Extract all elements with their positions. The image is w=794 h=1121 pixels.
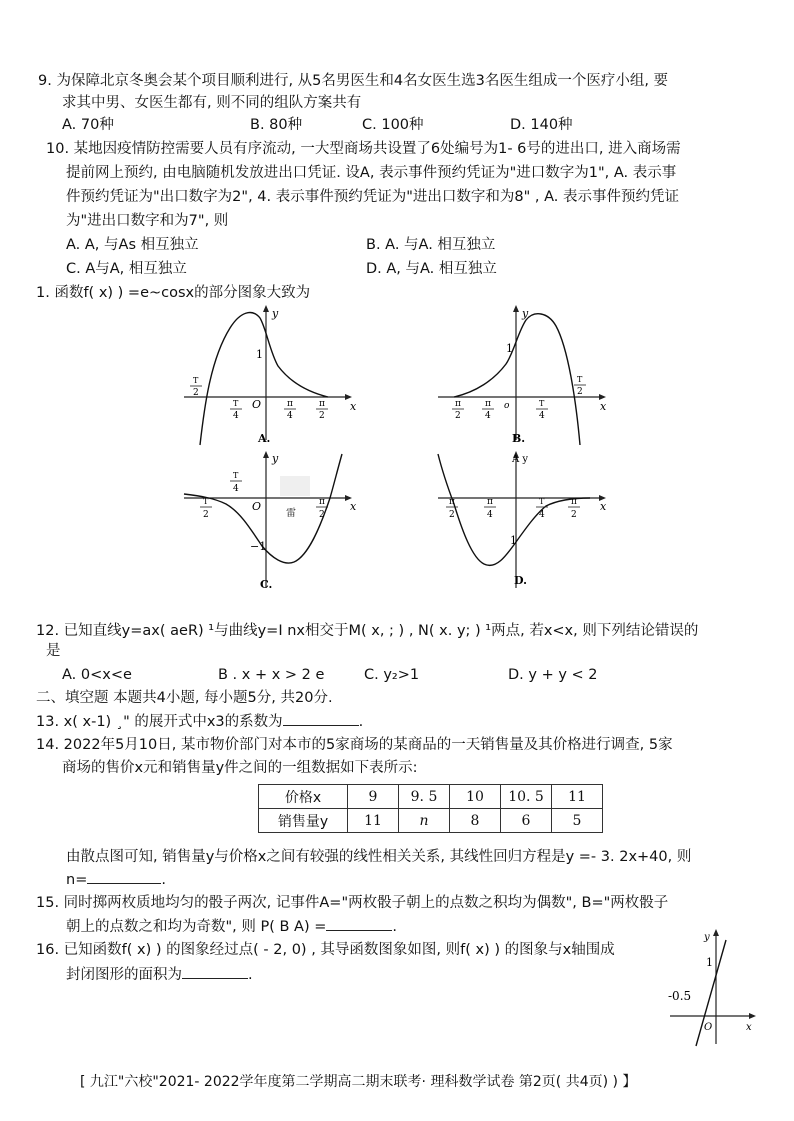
graph-d-x-label: x <box>600 500 607 513</box>
graph-b-label: B. <box>512 432 526 445</box>
q12-line2: 是 <box>46 643 61 659</box>
q12-option-a: A. 0<x<e <box>62 667 132 683</box>
q16-one-label: 1 <box>706 956 713 969</box>
graph-b-tick-4b: 4 <box>539 411 545 421</box>
q16-y-label: y <box>704 932 710 943</box>
table-header-price: 价格x <box>259 785 348 809</box>
q10-option-a: A. A, 与As 相互独立 <box>66 237 199 253</box>
graph-b-y-label: y <box>522 307 529 320</box>
graph-d-tick-4b: 4 <box>539 510 545 520</box>
q14-line4: n= <box>66 872 88 888</box>
q12-option-b: B . x + x > 2 e <box>218 667 325 683</box>
graph-a-tick-4b: 4 <box>287 411 293 421</box>
graph-a-tick-pi: π <box>287 399 293 409</box>
graph-a-tick-t2: T <box>233 399 239 408</box>
q10-option-d: D. A, 与A. 相互独立 <box>366 261 497 277</box>
q15-line2-wrap <box>66 916 397 937</box>
q14-data-table <box>258 784 603 833</box>
q10-line3: 件预约凭证为"出口数字为2", 4. 表示事件预约凭证为"进出口数字和为8" , A. 表示事件预约凭证 <box>66 189 679 205</box>
graph-c-tick-t2: T <box>203 497 209 506</box>
graph-d-y-label: A y <box>512 454 529 465</box>
q14-line2: 商场的售价x元和销售量y件之间的一组数据如下表所示: <box>62 760 418 776</box>
graph-b-one-label: 1 <box>506 342 513 355</box>
graph-b-tick-t2: T <box>577 375 583 384</box>
page-footer: [ 九江"六校"2021- 2022学年度第二学期高二期末联考· 理科数学试卷 第2页( 共4页) ) 】 <box>80 1074 637 1090</box>
q16-line2-wrap <box>66 964 253 985</box>
q16-line1: 16. 已知函数f( x) ) 的图象经过点( - 2, 0) , 其导函数图象如图, 则f( x) ) 的图象与x轴围成 <box>36 942 615 958</box>
graph-a-label: A. <box>258 432 271 445</box>
section2-heading: 二、填空题 本题共4小题, 每小题5分, 共20分. <box>36 690 333 706</box>
graph-c-tick-4: 4 <box>233 484 239 494</box>
table-cell: 9 <box>348 785 399 809</box>
graph-b-tick-pi4: π <box>485 399 491 409</box>
q15-answer-blank[interactable] <box>326 916 392 931</box>
q9-option-b: B. 80种 <box>250 117 303 133</box>
graph-d-tick-pi: π <box>449 497 455 507</box>
graph-a-tick-pi2: π <box>319 399 325 409</box>
graph-b <box>434 300 614 450</box>
graph-a-tick-2: 2 <box>193 388 199 398</box>
q9-option-c: C. 100种 <box>362 117 424 133</box>
table-cell: 11 <box>552 785 603 809</box>
graph-d-tick-2b: 2 <box>571 510 577 520</box>
graph-c <box>180 448 370 598</box>
q14-answer-blank[interactable] <box>87 869 161 884</box>
table-cell: 10. 5 <box>501 785 552 809</box>
graph-c-neg-one-label: −1 <box>250 540 267 553</box>
graph-a-tick-2b: 2 <box>319 411 325 421</box>
graph-d-one-label: 1 <box>510 534 517 547</box>
q16-end: . <box>248 967 253 983</box>
graph-c-tick-2: 2 <box>203 510 209 520</box>
graph-c-y-label: y <box>272 452 279 465</box>
graph-b-tick-t: T <box>539 399 545 408</box>
graph-d-tick-pi2: π <box>571 497 577 507</box>
graph-c-tick-pi: π <box>319 497 325 507</box>
q16-line2: 封闭图形的面积为 <box>66 967 182 983</box>
graph-b-origin: o <box>504 401 510 411</box>
q13 <box>36 711 363 732</box>
q9-option-a: A. 70种 <box>62 117 114 133</box>
graph-d-label: D. <box>514 574 527 587</box>
graph-a-tick-4: 4 <box>233 411 239 421</box>
q16-x-label: x <box>746 1022 752 1033</box>
table-cell: 9. 5 <box>399 785 450 809</box>
q13-end: . <box>358 714 364 730</box>
q10-option-c: C. A与A, 相互独立 <box>66 261 187 277</box>
table-cell: n <box>399 809 450 833</box>
q11-stem: 1. 函数f( x) ) =e~cosx的部分图象大致为 <box>36 285 311 301</box>
q14-end: . <box>161 872 166 888</box>
table-row <box>259 809 603 833</box>
q15-line1: 15. 同时掷两枚质地均匀的骰子两次, 记事件A="两枚骰子朝上的点数之积均为偶数", B="两枚骰子 <box>36 895 669 911</box>
q13-answer-blank[interactable] <box>283 711 359 726</box>
q12-option-c: C. y₂>1 <box>364 667 420 683</box>
graph-a <box>180 300 370 450</box>
table-cell: 5 <box>552 809 603 833</box>
graph-c-label: C. <box>260 578 273 591</box>
table-row <box>259 785 603 809</box>
table-cell: 11 <box>348 809 399 833</box>
graph-a-one-label: 1 <box>256 348 263 361</box>
q15-line2: 朝上的点数之和均为奇数", 则 P( B A) = <box>66 919 327 935</box>
graph-d-tick-t: T <box>539 497 545 506</box>
graph-b-tick-pi: π <box>455 399 461 409</box>
q10-line1: 10. 某地因疫情防控需要人员有序流动, 一大型商场共设置了6处编号为1- 6号的进出口, 进入商场需 <box>46 141 681 157</box>
graph-d <box>434 448 614 598</box>
graph-d-tick-pi4: π <box>487 497 493 507</box>
graph-b-tick-4: 4 <box>485 411 491 421</box>
graph-a-x-label: x <box>350 400 357 413</box>
table-cell: 8 <box>450 809 501 833</box>
q12-line1: 12. 已知直线y=ax( aeR) ¹与曲线y=I nx相交于M( x, ; ) , N( x. y; ) ¹两点, 若x<x, 则下列结论错误的 <box>36 623 699 639</box>
graph-c-tick-t: T <box>233 471 239 480</box>
graph-d-tick-4: 4 <box>487 510 493 520</box>
graph-d-tick-2: 2 <box>449 510 455 520</box>
q10-line2: 提前网上预约, 由电脑随机发放进出口凭证. 设A, 表示事件预约凭证为"进口数字为1", A. 表示事 <box>66 165 677 181</box>
graph-b-tick-2b: 2 <box>577 387 583 397</box>
graph-a-y-label: y <box>272 307 279 320</box>
table-cell: 6 <box>501 809 552 833</box>
q10-line4: 为"进出口数字和为7", 则 <box>66 213 229 229</box>
q12-option-d: D. y + y < 2 <box>508 667 598 683</box>
q9-line1: 9. 为保障北京冬奥会某个项目顺利进行, 从5名男医生和4名女医生选3名医生组成一个医疗小组, 要 <box>38 73 669 89</box>
q14-line1: 14. 2022年5月10日, 某市物价部门对本市的5家商场的某商品的一天销售量及其价格进行调查, 5家 <box>36 737 673 753</box>
q16-answer-blank[interactable] <box>182 964 248 979</box>
graph-a-origin: O <box>252 398 262 411</box>
q14-line3: 由散点图可知, 销售量y与价格x之间有较强的线性相关关系, 其线性回归方程是y =- 3. 2x+40, 则 <box>66 849 692 865</box>
q16-neg-label: -0.5 <box>668 989 692 1003</box>
q13-text: 13. x( x-1) ¸" 的展开式中x3的系数为 <box>36 714 283 730</box>
graph-b-x-label: x <box>600 400 607 413</box>
graph-c-mark: 雷 <box>286 508 296 519</box>
q9-line2: 求其中男、女医生都有, 则不同的组队方案共有 <box>62 95 362 111</box>
q10-option-b: B. A. 与A. 相互独立 <box>366 237 496 253</box>
table-header-sales: 销售量y <box>259 809 348 833</box>
q9-option-d: D. 140种 <box>510 117 573 133</box>
graph-c-tick-2b: 2 <box>319 510 325 520</box>
graph-c-origin: O <box>252 500 262 513</box>
table-cell: 10 <box>450 785 501 809</box>
q14-line4-wrap <box>66 869 166 890</box>
graph-c-x-label: x <box>350 500 357 513</box>
q16-origin: O <box>704 1022 713 1033</box>
q16-derivative-graph <box>660 926 760 1050</box>
graph-a-tick-t: T <box>193 376 199 385</box>
graph-b-tick-2: 2 <box>455 411 461 421</box>
q15-end: . <box>392 919 398 935</box>
